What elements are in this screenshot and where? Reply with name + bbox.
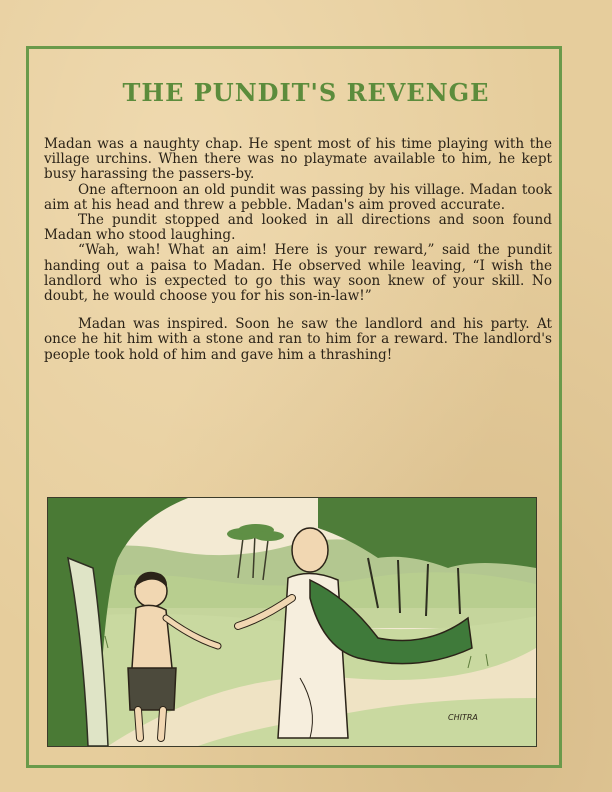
paragraph-1: Madan was a naughty chap. He spent most of his time playing with the village urchins. When there was no playmate available to him, he kept busy harassing the passers-by. — [44, 136, 552, 183]
story-body — [44, 137, 552, 363]
illustration-drawing — [48, 498, 536, 746]
paragraph-3: The pundit stopped and looked in all directions and soon found Madan who stood laughing. — [44, 212, 552, 244]
artist-signature: CHITRA — [448, 713, 478, 722]
paragraph-4: “Wah, wah! What an aim! Here is your reward,” said the pundit handing out a paisa to Madan. He observed while leaving, “I wish the landlord who is expected to go this way soon knew of your skill. No doubt, he would choose you for his son-in-law!” — [44, 242, 552, 305]
paragraph-5: Madan was inspired. Soon he saw the landlord and his party. At once he hit him with a stone and ran to him for a reward. The landlord's people took hold of him and gave him a thrashing! — [44, 316, 552, 363]
paragraph-2: One afternoon an old pundit was passing by his village. Madan took aim at his head and threw a pebble. Madan's aim proved accurate. — [44, 181, 552, 213]
story-illustration — [47, 497, 537, 747]
story-title: THE PUNDIT'S REVENGE — [122, 78, 490, 107]
